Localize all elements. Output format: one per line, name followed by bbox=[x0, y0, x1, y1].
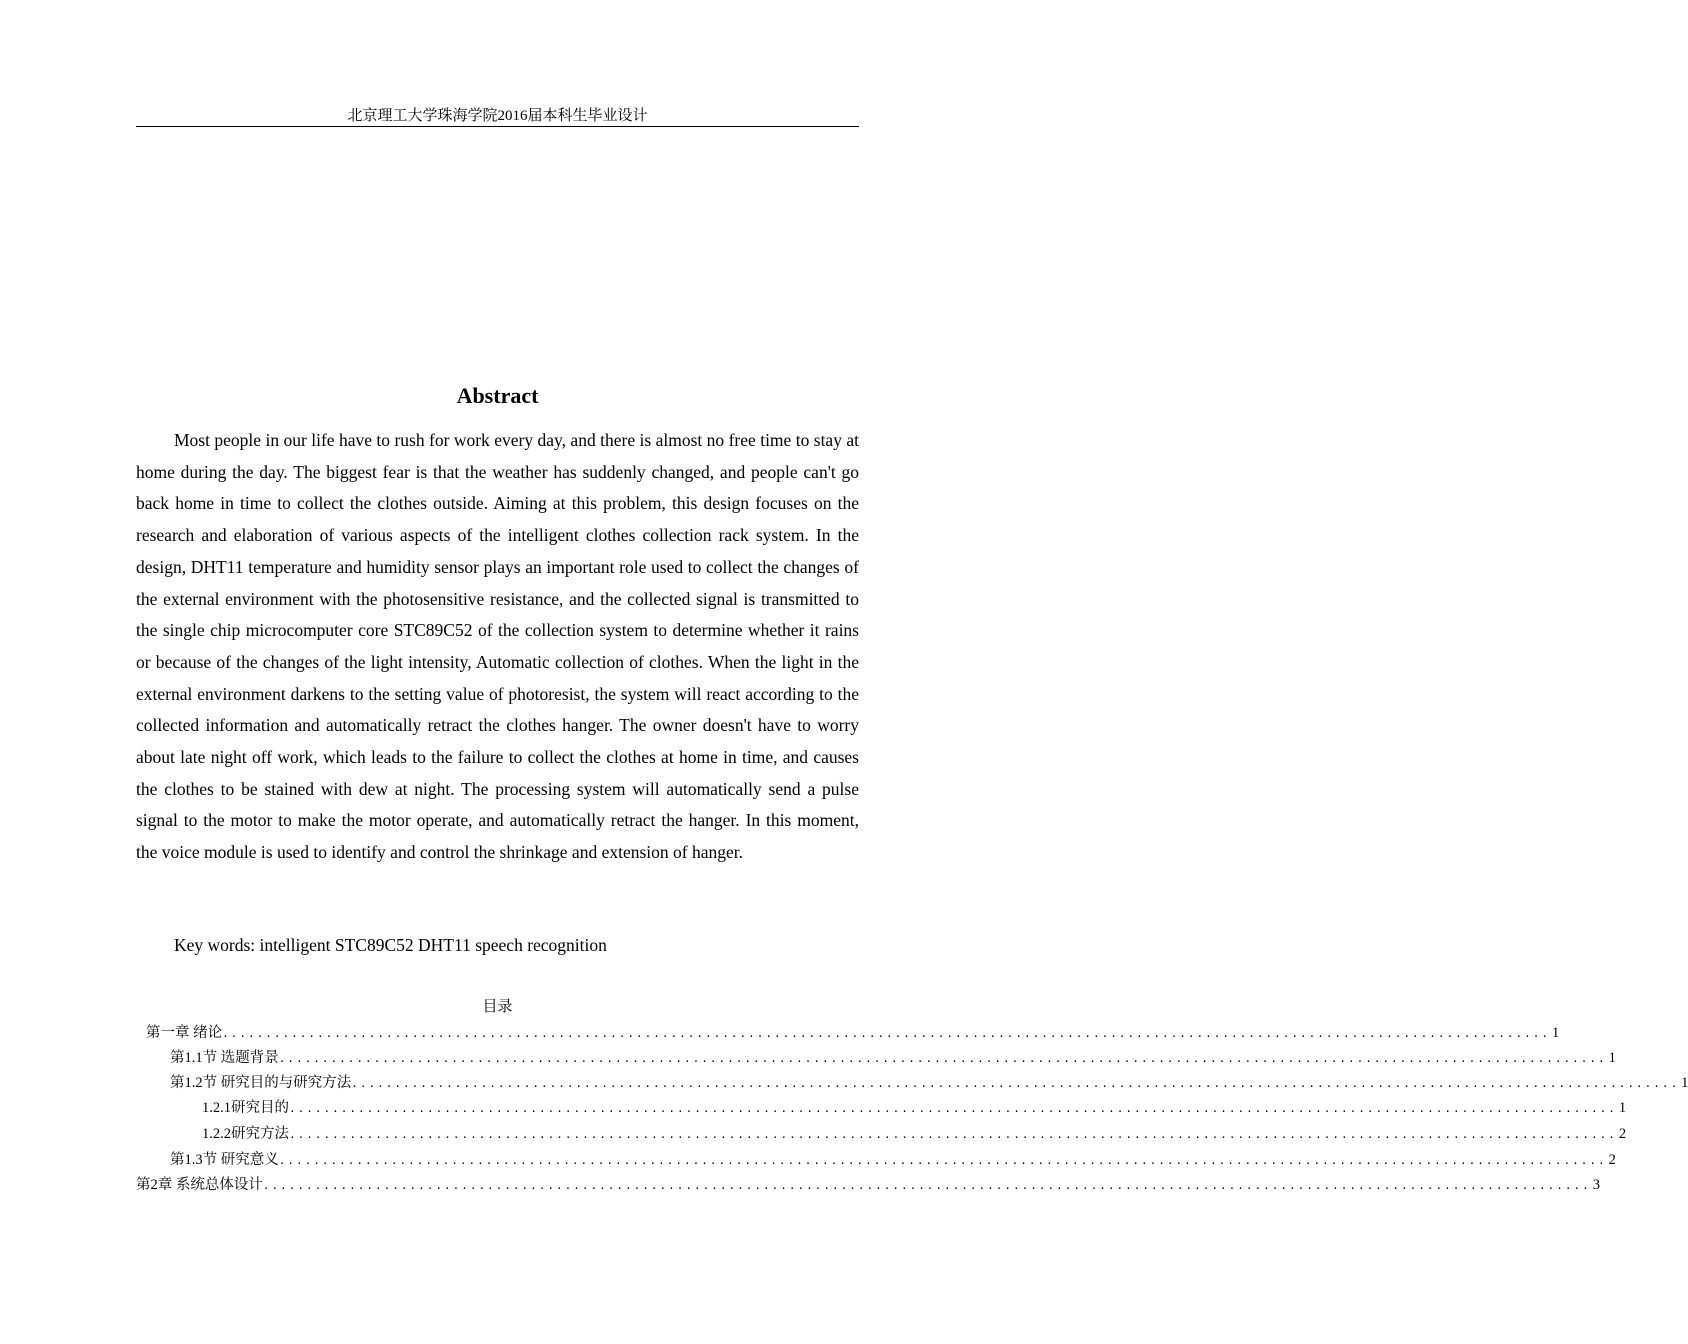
toc-entry-label: 1.2.1研究目的 bbox=[202, 1100, 289, 1116]
toc-entry-chapter-2[interactable] bbox=[136, 1174, 1600, 1197]
toc-entry-chapter-1[interactable] bbox=[146, 1022, 1560, 1045]
header-rule bbox=[136, 126, 859, 127]
toc-page-number: 1 bbox=[1681, 1075, 1688, 1091]
toc-page-number: 1 bbox=[1608, 1050, 1616, 1066]
toc-leader-dots: .......................................................................................................................................................... bbox=[289, 1128, 1617, 1141]
toc-title: 目录 bbox=[482, 999, 513, 1015]
toc-entry-subsection-1-2-1[interactable] bbox=[202, 1097, 1627, 1120]
toc-page-number: 2 bbox=[1608, 1152, 1616, 1168]
toc-entry-label: 第一章 绪论 bbox=[146, 1025, 223, 1041]
toc-entry-label: 1.2.2研究方法 bbox=[202, 1126, 289, 1142]
toc-leader-dots: .......................................................................................................................................................... bbox=[262, 1179, 1591, 1192]
abstract-body: Most people in our life have to rush for work every day, and there is almost no free time to stay at home during the day. The biggest fear is that the weather has suddenly changed, and people can't go back home in time to collect the clothes outside. Aiming at this problem, this design focuses on the research and elaboration of various aspects of the intelligent clothes collection rack system. In the design, DHT11 temperature and humidity sensor plays an important role used to collect the changes of the external environment with the photosensitive resistance, and the collected signal is transmitted to the single chip microcomputer core STC89C52 of the collection system to determine whether it rains or because of the changes of the light intensity, Automatic collection of clothes. When the light in the external environment darkens to the setting value of photoresist, the system will react according to the collected information and automatically retract the clothes hanger. The owner doesn't have to worry about late night off work, which leads to the failure to collect the clothes at home in time, and causes the clothes to be stained with dew at night. The processing system will automatically send a pulse signal to the motor to make the motor operate, and automatically retract the hanger. In this moment, the voice module is used to identify and control the shrinkage and extension of hanger. bbox=[136, 430, 859, 863]
toc-leader-dots: .......................................................................................................................................................... bbox=[278, 1052, 1607, 1065]
toc-leader-dots: .......................................................................................................................................................... bbox=[222, 1027, 1550, 1040]
keywords: Key words: intelligent STC89C52 DHT11 speech recognition bbox=[174, 935, 607, 955]
toc-entry-section-1-1[interactable] bbox=[170, 1047, 1616, 1070]
toc-page-number: 2 bbox=[1618, 1126, 1627, 1142]
toc-entry-subsection-1-2-2[interactable] bbox=[202, 1123, 1627, 1146]
toc-entry-label: 第2章 系统总体设计 bbox=[136, 1177, 263, 1193]
toc-entry-label: 第1.2节 研究目的与研究方法 bbox=[170, 1075, 352, 1091]
toc-leader-dots: .......................................................................................................................................................... bbox=[278, 1154, 1607, 1167]
toc-leader-dots: .......................................................................................................................................................... bbox=[351, 1077, 1680, 1090]
toc-entry-label: 第1.1节 选题背景 bbox=[170, 1050, 279, 1066]
toc-page-number: 3 bbox=[1592, 1177, 1600, 1193]
abstract-title: Abstract bbox=[456, 383, 539, 408]
toc-leader-dots: .......................................................................................................................................................... bbox=[289, 1102, 1617, 1115]
toc-page-number: 1 bbox=[1552, 1025, 1560, 1041]
toc-entry-section-1-2[interactable] bbox=[170, 1072, 1688, 1095]
toc-page-number: 1 bbox=[1618, 1100, 1627, 1116]
toc-entry-section-1-3[interactable] bbox=[170, 1149, 1616, 1172]
page-header: 北京理工大学珠海学院2016届本科生毕业设计 bbox=[347, 108, 648, 124]
toc-entry-label: 第1.3节 研究意义 bbox=[170, 1152, 279, 1168]
